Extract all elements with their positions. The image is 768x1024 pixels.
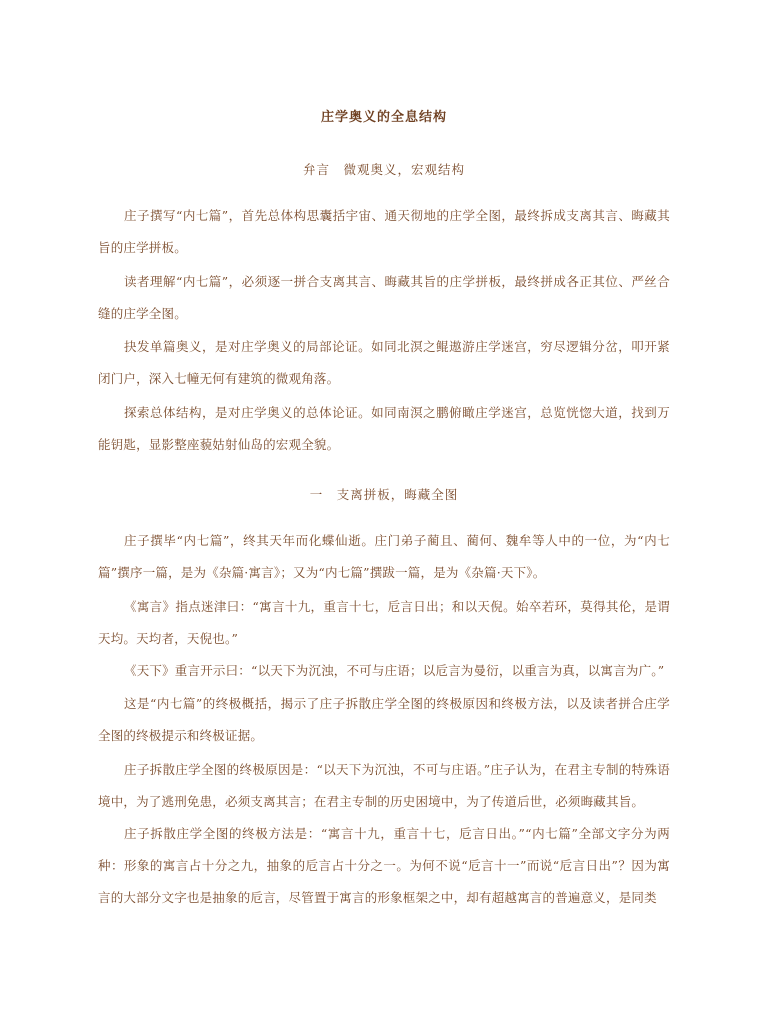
paragraph: 读者理解“内七篇”，必须逐一拼合支离其言、晦藏其旨的庄学拼板，最终拼成各正其位、严丝合缝的庄学全图。 (98, 274, 670, 321)
section-heading: 一 支离拼板，晦藏全图 (309, 487, 459, 502)
document-title: 庄学奥义的全息结构 (320, 110, 447, 125)
paragraph: 这是“内七篇”的终极概括，揭示了庄子拆散庄学全图的终极原因和终极方法，以及读者拼合庄学全图的终极提示和终极证据。 (98, 696, 670, 743)
paragraph: 《天下》重言开示曰：“以天下为沉浊，不可与庄语；以卮言为曼衍，以重言为真，以寓言为广。” (124, 663, 665, 678)
paragraph: 庄子拆散庄学全图的终极原因是：“以天下为沉浊，不可与庄语。”庄子认为，在君主专制的特殊语境中，为了逃刑免患，必须支离其言；在君主专制的历史困境中，为了传道后世，必须晦藏其旨。 (98, 762, 670, 809)
paragraph: 抉发单篇奥义，是对庄学奥义的局部论证。如同北溟之鲲遨游庄学迷宫，穷尽逻辑分岔，叩开紧闭门户，深入七幢无何有建筑的微观角落。 (98, 339, 670, 386)
paragraph: 《寓言》指点迷津曰：“寓言十九，重言十七，卮言日出；和以天倪。始卒若环，莫得其伦，是谓天均。天均者，天倪也。” (98, 599, 670, 646)
paragraph: 庄子撰毕“内七篇”，终其天年而化蝶仙逝。庄门弟子蔺且、蔺何、魏牟等人中的一位，为“内七篇”撰序一篇，是为《杂篇·寓言》；又为“内七篇”撰跋一篇，是为《杂篇·天下》。 (98, 533, 670, 580)
paragraph: 探索总体结构，是对庄学奥义的总体论证。如同南溟之鹏俯瞰庄学迷宫，总览恍惚大道，找到万能钥匙，显影整座藐姑射仙岛的宏观全貌。 (98, 405, 670, 452)
paragraph: 庄子拆散庄学全图的终极方法是：“寓言十九，重言十七，卮言日出。”“内七篇”全部文字分为两种：形象的寓言占十分之九，抽象的卮言占十分之一。为何不说“卮言十一”而说“卮言日出”？因为寓言的大部分文字也是抽象的卮言，尽管置于寓言的形象框架之中，却有超越寓言的普遍意义，是同类 (98, 826, 670, 905)
prologue-heading: 弁言 微观奥义，宏观结构 (302, 162, 465, 177)
paragraph: 庄子撰写“内七篇”，首先总体构思囊括宇宙、通天彻地的庄学全图，最终拆成支离其言、晦藏其旨的庄学拼板。 (98, 208, 670, 255)
